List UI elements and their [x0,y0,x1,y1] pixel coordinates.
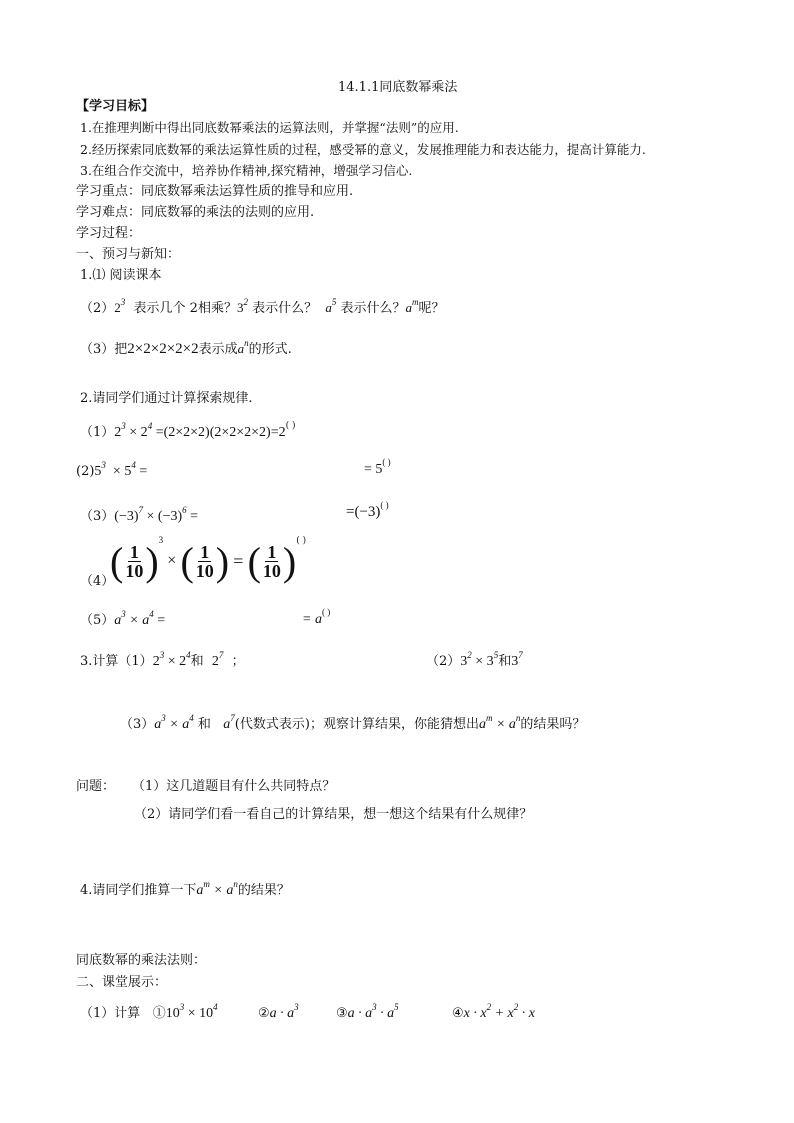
q2-item-2-rhs-text: = 5 [364,462,383,477]
q2-item-2-eq: = [139,464,148,479]
q3-semi: ； [231,654,245,669]
q4-text-1: 4.请同学们推算一下 [80,883,197,898]
q3-num-3: （3） [120,717,155,732]
q2-item-1-num: （1） [80,425,115,440]
q1-3-expr: 2×2×2×2×2 [127,341,199,357]
objective-3: 3.在组合作交流中，培养协作精神,探究精神，增强学习信心. [80,163,413,178]
q1-2-text-1: 表示几个 2相乘？ [133,301,237,316]
question-1-3: （3）把2×2×2×2×2表示成$a^n$的形式. [80,338,292,357]
q1-2-text-2: 表示什么？ [252,301,318,316]
practice-row: （1）计算 $①10^3 \times 10^4$ [80,1002,218,1021]
q3-num-2: （2） [426,654,461,669]
practice-item-4: ④x · $x^2 + x^2 \cdot x$ [452,1002,535,1021]
questions-label: 问题： [76,779,116,794]
q2-item-5-rhs [302,607,331,629]
practice-label: （1）计算 [80,1006,141,1021]
blank-paren: ( ) [321,607,331,617]
q1-3-num: （3）把 [80,342,128,357]
multiplication-rule-label: 同底数幂的乘法法则： [76,953,207,968]
practice-circle-4: ④ [452,1006,464,1021]
section-2-title: 二、课堂展示： [76,975,168,990]
question-4: 4.请同学们推算一下$a^m \times a^n$的结果？ [80,879,290,898]
question-pattern: （2）请同学们看一看自己的计算结果，想一想这个结果有什么规律？ [134,807,533,822]
question-1-1: 1.⑴ 阅读课本 [80,268,162,283]
difficulty: 学习难点：同底数幂的乘法的法则的应用. [76,205,315,220]
question-3-1: 3.计算$(1)2^3 \times 2^4$和 $2^7$ ； [80,650,245,669]
q4-text-2: 的结果？ [237,883,290,898]
q2-item-5: $(5)a^3 \times a^4$ = [80,609,166,628]
q1-2-text-3: 表示什么？ [340,301,406,316]
question-1-2: $(2)2^3$ 表示几个 2相乘？$3^2$ 表示什么？ $a^5$ 表示什么？$a^m$呢？ [80,297,445,316]
q1-3-text-1: 表示成 [198,342,238,357]
q2-item-3: $(3)(-3)^7 \times (-3)^6$ = [80,505,199,524]
q3-and-2: 和 [498,654,512,669]
objective-1: 1.在推理判断中得出同底数幂乘法的运算法则，并掌握“法则”的应用. [80,120,459,135]
q2-item-5-rhs-text: = a [302,612,322,627]
q2-item-5-num: （5） [80,613,115,628]
q3-text: (代数式表示)；观察计算结果，你能猜想出 [234,717,479,732]
q1-3-text-2: 的形式. [248,342,292,357]
question-3-2: $(2)3^2 \times 3^5$和$3^7$ [426,650,523,669]
q2-item-2-num: (2) [76,464,95,479]
q2-item-4-expr: ( $\frac{1}{10}$ ) $^3$ × ( $\frac{1}{10}$ ) = ( $\frac{1}{10}$ ) ( ) [110,535,307,584]
q2-item-1: $(1)2^3 \times 2^4 =(2\times 2\times 2)(2\times 2\times 2\times 2)=2^{( )}$ [80,421,296,440]
key-point: 学习重点：同底数幂乘法运算性质的推导和应用. [76,184,354,199]
blank-paren: ( ) [380,500,389,510]
practice-item-2: ②a · $a^3$ [258,1002,299,1021]
q1-2-text-4: 呢？ [418,301,445,316]
blank-paren: ( ) [382,457,391,467]
practice-circle-3: ③ [336,1006,348,1021]
q2-item-3-rhs [346,500,389,523]
question-common-feature: （1）这几道题目有什么共同特点？ [132,779,336,794]
practice-item-3: ③a · $a^3 \cdot a^5$ [336,1002,399,1021]
q2-item-3-rhs-text: =(−3) [346,504,381,520]
q3-text-2: 的结果吗？ [520,717,586,732]
q3-and-3: 和 [197,717,211,732]
question-3-3: $(3)a^3 \times a^4$ 和 $a^7$(代数式表示)；观察计算结果，你能猜想出$a^m \times a^n$的结果吗？ [120,713,586,732]
process-label: 学习过程： [76,226,142,241]
q1-2-num: （2） [80,301,115,316]
q2-item-2-rhs [364,457,391,479]
q2-item-3-eq: = [190,509,199,524]
blank-paren: ( ) [285,421,296,431]
question-2: 2.请同学们通过计算探索规律. [80,391,253,406]
q2-item-1-expr: =(2×2×2)(2×2×2×2)=2 [155,425,286,440]
q2-item-2: $(2)5^3 \times 5^4$ = [76,460,148,479]
practice-circle-2: ② [258,1006,270,1021]
q2-item-5-eq: = [157,613,166,628]
practice-circle-1: ① [152,1006,166,1021]
q2-item-3-num: （3） [80,509,115,524]
q2-item-4-num: （4） [80,574,115,589]
q3-and-1: 和 [190,654,204,669]
blank-paren: ( ) [296,536,307,546]
section-1-title: 一、预习与新知： [76,247,181,262]
objectives-header: 【学习目标】 [76,99,155,114]
objective-2: 2.经历探索同底数幂的乘法运算性质的过程，感受幂的意义，发展推理能力和表达能力，提高计算能力. [80,142,646,157]
page-title: 14.1.1同底数幂乘法 [338,80,458,95]
q3-label: 3.计算（1） [80,654,153,669]
